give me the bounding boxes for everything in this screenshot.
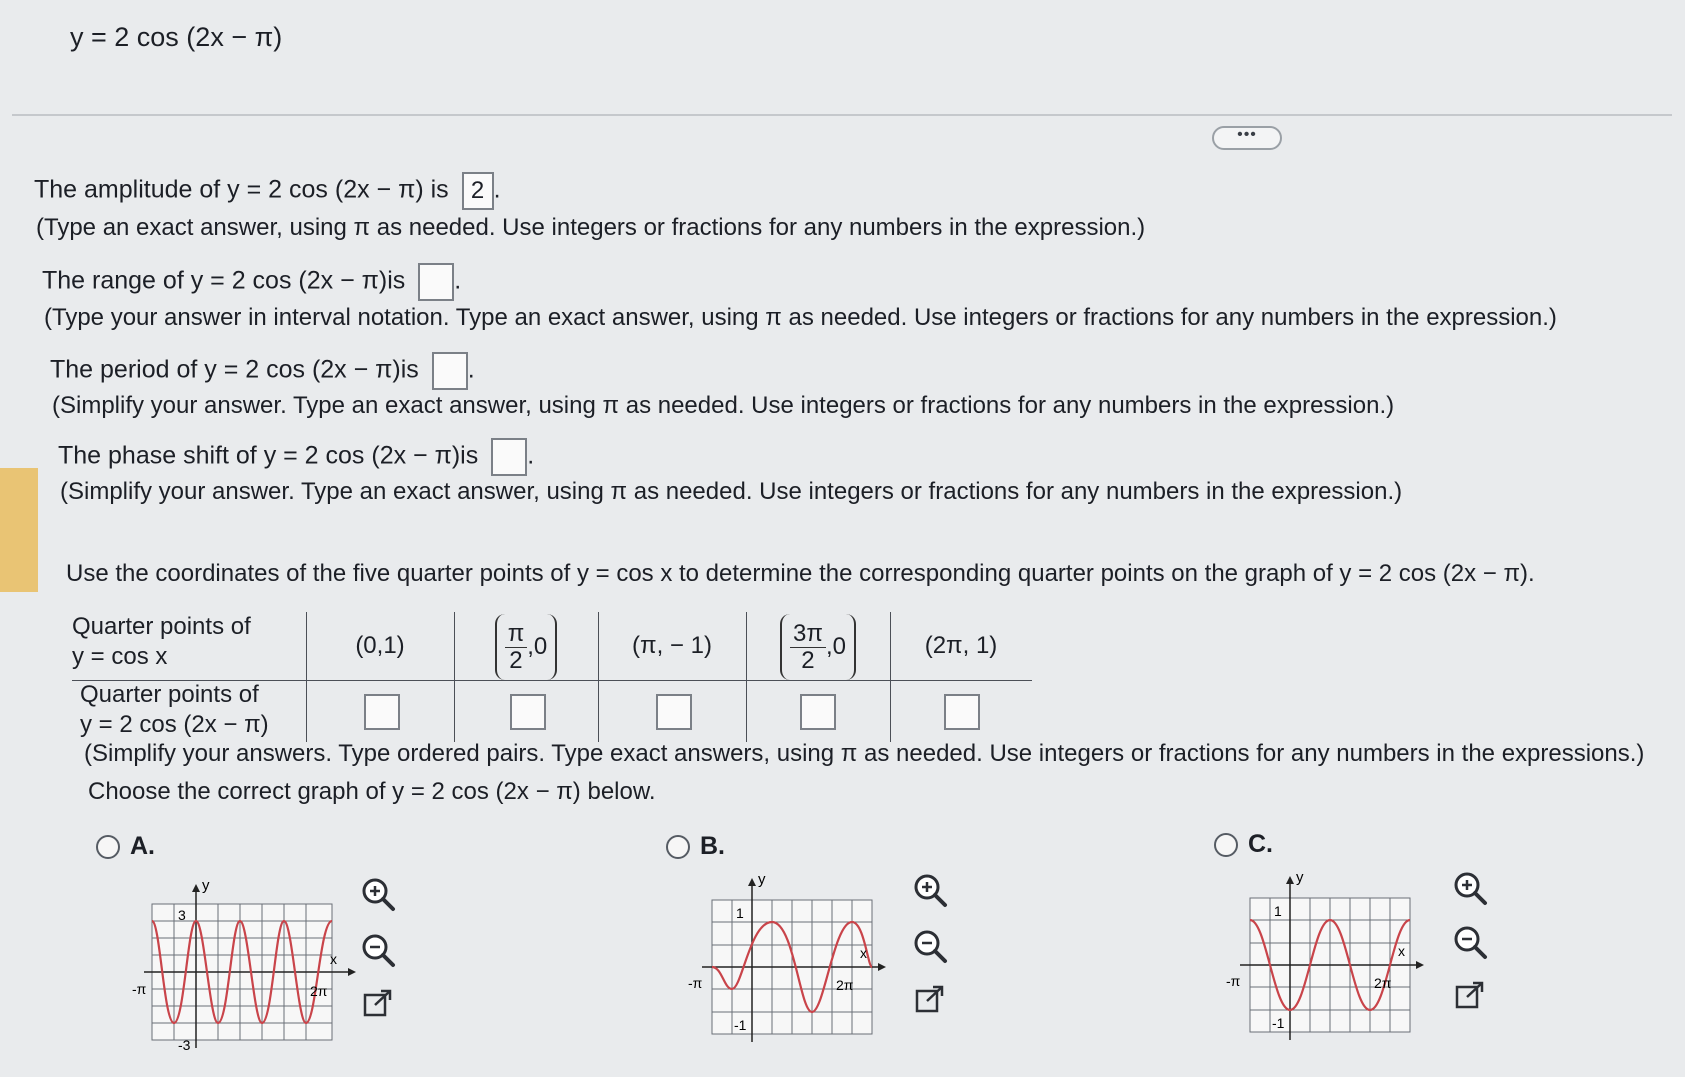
graph-b-xmax-label: 2π <box>836 977 854 993</box>
graph-b-x-label: x <box>860 945 867 961</box>
graph-a-xmax-label: 2π <box>310 983 328 999</box>
point-cell-2: $\frac{\pi}{2}$ ,0 <box>454 614 598 680</box>
option-b-radio[interactable] <box>666 835 690 859</box>
option-c-radio[interactable] <box>1214 833 1238 857</box>
quarter-answer-box-2[interactable] <box>510 694 546 730</box>
row1-label: Quarter points of y = cos x <box>72 613 251 670</box>
period-question: The period of y = 2 cos (2x − π)is . <box>50 352 475 390</box>
graph-c-x-arrow <box>1416 961 1424 969</box>
zoom-in-icon[interactable] <box>910 870 950 910</box>
amplitude-question: The amplitude of y = 2 cos (2x − π) is 2 . <box>34 172 501 210</box>
graph-a-ymax-label: 3 <box>178 907 186 923</box>
graph-b-y-arrow <box>748 878 756 886</box>
zoom-in-icon[interactable] <box>1450 868 1490 908</box>
graph-b-x-arrow <box>878 963 886 971</box>
zoom-out-icon[interactable] <box>910 926 950 966</box>
quarter-answer-box-5[interactable] <box>944 694 980 730</box>
graph-c[interactable] <box>1226 868 1426 1048</box>
graph-c-x-label: x <box>1398 943 1405 959</box>
option-c[interactable]: C. <box>1214 830 1273 859</box>
point-cell-4: $\frac{3\pi}{2}$ ,0 <box>746 614 890 680</box>
period-hint: (Simplify your answer. Type an exact answer, using π as needed. Use integers or fractions for any numbers in the expression.) <box>52 392 1395 419</box>
zoom-out-icon[interactable] <box>1450 922 1490 962</box>
graph-c-xmin-label: -π <box>1226 973 1241 989</box>
graph-b-xmin-label: -π <box>688 975 703 991</box>
graph-b-y-label: y <box>758 871 766 888</box>
open-new-window-icon[interactable] <box>362 988 394 1020</box>
quarter-points-table <box>72 612 1032 742</box>
open-new-window-icon[interactable] <box>914 984 946 1016</box>
graph-a-xmin-label: -π <box>132 981 147 997</box>
zoom-out-icon[interactable] <box>358 930 398 970</box>
open-new-window-icon[interactable] <box>1454 980 1486 1012</box>
range-answer-box[interactable] <box>418 263 454 301</box>
option-a[interactable]: A. <box>96 832 155 861</box>
graph-c-xmax-label: 2π <box>1374 975 1392 991</box>
section-divider <box>12 114 1672 116</box>
graph-a-y-arrow <box>192 884 200 892</box>
graph-a-y-label: y <box>202 877 210 894</box>
point-cell-1: (0,1) <box>355 632 405 659</box>
graph-c-ymax-label: 1 <box>1274 903 1282 919</box>
graph-a[interactable] <box>130 876 360 1056</box>
amplitude-hint: (Type an exact answer, using π as needed. Use integers or fractions for any numbers in the expression.) <box>36 214 1146 241</box>
more-button[interactable]: ••• <box>1212 126 1282 150</box>
graph-c-ymin-label: -1 <box>1272 1015 1285 1031</box>
phase-hint: (Simplify your answer. Type an exact answer, using π as needed. Use integers or fractions for any numbers in the expression.) <box>60 478 1403 505</box>
row2-label: Quarter points of y = 2 cos (2x − π) <box>80 681 269 738</box>
range-question: The range of y = 2 cos (2x − π)is . <box>42 263 461 301</box>
graph-b-ymax-label: 1 <box>736 905 744 921</box>
graph-c-y-arrow <box>1286 876 1294 884</box>
point-cell-5: (2π, 1) <box>924 632 998 659</box>
phase-answer-box[interactable] <box>491 438 527 476</box>
phase-question: The phase shift of y = 2 cos (2x − π)is . <box>58 438 534 476</box>
option-b[interactable]: B. <box>666 832 725 861</box>
quarter-answer-box-4[interactable] <box>800 694 836 730</box>
graph-a-ymin-label: -3 <box>178 1037 191 1053</box>
graph-a-x-label: x <box>330 951 337 967</box>
table-divider <box>72 680 1032 681</box>
graph-a-x-arrow <box>348 968 356 976</box>
header-function: y = 2 cos (2x − π) <box>70 22 283 52</box>
period-answer-box[interactable] <box>432 352 468 390</box>
amplitude-answer-box[interactable]: 2 <box>462 172 494 210</box>
zoom-in-icon[interactable] <box>358 874 398 914</box>
choose-graph-prompt: Choose the correct graph of y = 2 cos (2x − π) below. <box>88 778 656 805</box>
graph-b[interactable] <box>688 870 888 1050</box>
graph-b-ymin-label: -1 <box>734 1017 747 1033</box>
quarter-answer-box-3[interactable] <box>656 694 692 730</box>
option-a-radio[interactable] <box>96 835 120 859</box>
quarter-answer-box-1[interactable] <box>364 694 400 730</box>
range-hint: (Type your answer in interval notation. Type an exact answer, using π as needed. Use integers or fractions for any numbers in the expression.) <box>44 304 1557 331</box>
graph-c-y-label: y <box>1296 869 1304 886</box>
current-step-marker <box>0 468 38 592</box>
quarter-intro: Use the coordinates of the five quarter points of y = cos x to determine the corresponding quarter points on the graph of y = 2 cos (2x − π). <box>66 560 1535 587</box>
point-cell-3: (π, − 1) <box>632 632 712 659</box>
table-hint: (Simplify your answers. Type ordered pairs. Type exact answers, using π as needed. Use integers or fractions for any numbers in the expressions.) <box>84 740 1645 767</box>
